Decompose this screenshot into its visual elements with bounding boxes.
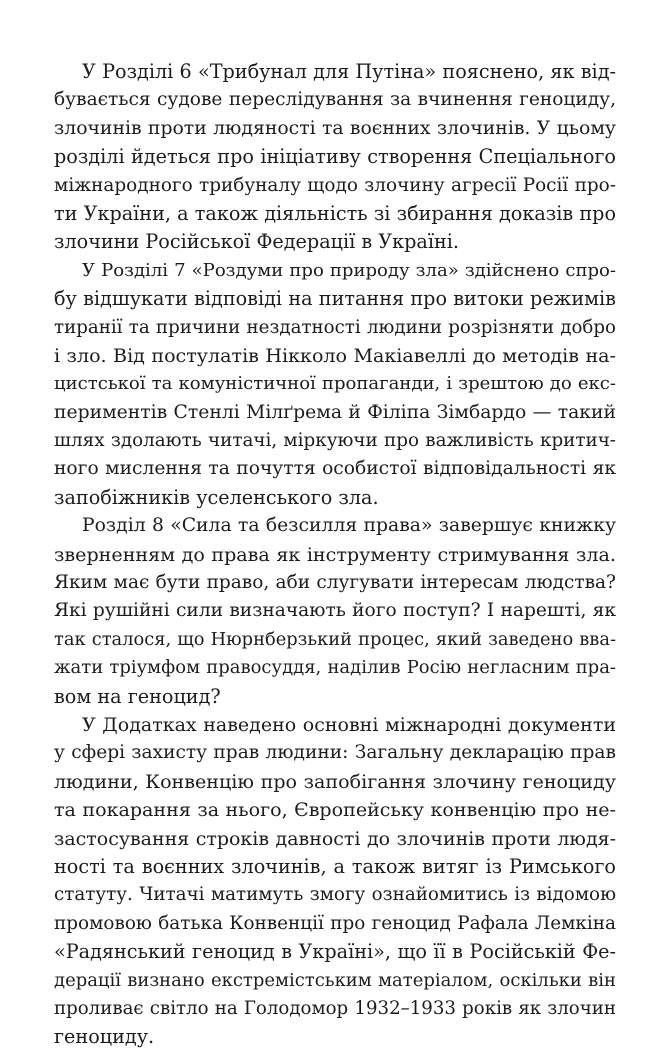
text-line: так сталося, що Нюрнберзький процес, який заведено вва- — [54, 628, 616, 650]
text-line: і зло. Від постулатів Нікколо Макіавеллі до методів на- — [54, 343, 616, 367]
paragraph-chapter-6 — [54, 58, 616, 257]
text-line: периментів Стенлі Мілґрема й Філіпа Зімбардо — такий — [54, 401, 616, 423]
text-line: геноциду. — [54, 1025, 155, 1049]
text-line: зверненням до права як інструменту стримування зла. — [54, 542, 616, 566]
text-line: промовою батька Конвенції про геноцид Рафала Лемкіна — [54, 912, 616, 934]
text-line: застосування строків давності до злочинів проти людя- — [54, 827, 616, 850]
text-line: У Розділі 6 «Трибунал для Путіна» пояснено, як від- — [82, 60, 616, 83]
text-line: та покарання за нього, Європейську конвенцію про не- — [54, 799, 616, 822]
paragraph-chapter-8 — [54, 512, 616, 711]
text-line: вом на геноцид? — [54, 684, 221, 708]
text-line: цистської та комуністичної пропаганди, і зрештою до екс- — [54, 373, 616, 395]
text-line: у сфері захисту прав людини: Загальну декларацію прав — [54, 742, 616, 764]
text-line: бувається судове переслідування за вчинення геноциду, — [54, 89, 616, 111]
text-line: ного мислення та почуття особистої відповідальності як — [54, 458, 616, 480]
text-line: запобіжників уселенського зла. — [54, 485, 379, 509]
text-line: У Додатках наведено основні міжнародні документи — [82, 713, 616, 736]
text-line: розділі йдеться про ініціативу створення Спеціального — [54, 145, 616, 169]
text-line: «Радянський геноцид в Україні», що її в Російській Фе- — [54, 940, 616, 964]
paragraph-chapter-7 — [54, 257, 616, 513]
text-line: ти України, а також діяльність зі збирання доказів про — [54, 201, 616, 225]
text-line: проливає світло на Голодомор 1932–1933 років як злочин — [54, 997, 616, 1019]
text-line: Які рушійні сили визначають його поступ? І нарешті, як — [54, 600, 616, 622]
text-line: У Розділі 7 «Роздуми про природу зла» здійснено спро- — [82, 259, 616, 281]
text-line: Яким має бути право, аби слугувати інтересам людства? — [54, 572, 616, 594]
text-line: Розділ 8 «Сила та безсилля права» завершує книжку — [82, 515, 616, 537]
text-line: жати тріумфом правосуддя, наділив Росію негласним пра- — [54, 657, 616, 679]
text-line: злочинів проти людяності та воєнних злочинів. У цьому — [54, 117, 616, 139]
text-line: людини, Конвенцію про запобігання злочину геноциду — [54, 770, 616, 793]
text-line: тиранії та причини нездатності людини розрізняти добро — [54, 316, 616, 338]
text-line: злочини Російської Федерації в Україні. — [54, 230, 459, 254]
text-line: ності та воєнних злочинів, а також витяг із Римського — [54, 854, 616, 878]
text-line: дерації визнано екстремістським матеріалом, оскільки він — [54, 969, 616, 991]
text-line: статуту. Читачі матимуть змогу ознайомитись із відомою — [54, 884, 616, 906]
text-line: шлях здолають читачі, міркуючи про важливість критич- — [54, 430, 616, 452]
book-page — [54, 58, 616, 1052]
paragraph-appendices — [54, 711, 616, 1052]
text-line: міжнародного трибуналу щодо злочину агресії Росії про- — [54, 174, 616, 196]
text-line: бу відшукати відповіді на питання про витоки режимів — [54, 287, 616, 311]
